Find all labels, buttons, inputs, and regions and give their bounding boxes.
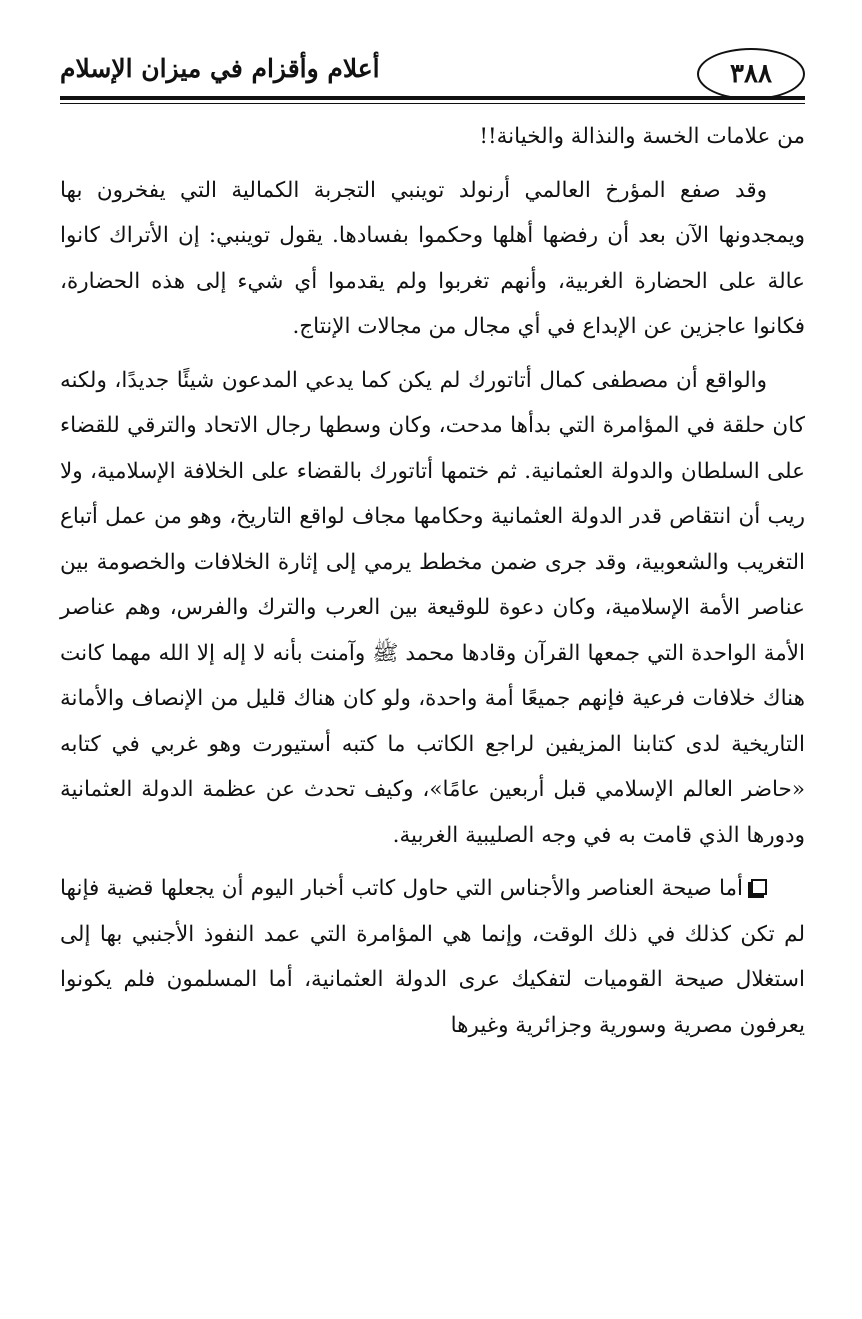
body-text: [60, 114, 805, 1056]
paragraph-continuation: من علامات الخسة والنذالة والخيانة!!: [479, 124, 805, 149]
paragraph-nationalities-text: أما صيحة العناصر والأجناس التي حاول كاتب أخبار اليوم أن يجعلها قضية فإنها لم تكن كذلك في ذلك الوقت، وإنما هي المؤامرة التي عمد النفوذ الأجنبي بها إلى استغلال صيحة القوميات لتفكيك عرى الدولة العثمانية، أما المسلمون فلم يكونوا يعرفون مصرية وسورية وجزائرية وغيرها: [60, 876, 805, 1038]
page-header: [60, 44, 805, 100]
paragraph-ataturk: والواقع أن مصطفى كمال أتاتورك لم يكن كما يدعي المدعون شيئًا جديدًا، ولكنه كان حلقة في المؤامرة التي بدأها مدحت، وكان وسطها رجال الاتحاد والترقي للقضاء على السلطان والدولة العثمانية. ثم ختمها أتاتورك بالقضاء على الخلافة الإسلامية، ولا ريب أن انتقاص قدر الدولة العثمانية وحكامها مجاف لواقع التاريخ، وهو من عمل أتباع التغريب والشعوبية، وقد جرى ضمن مخطط يرمي إلى إثارة الخلافات والخصومة بين عناصر الأمة الإسلامية، وكان دعوة للوقيعة بين العرب والترك والفرس، وهم عناصر الأمة الواحدة التي جمعها القرآن وقادها محمد ﷺ وآمنت بأنه لا إله إلا الله مهما كانت هناك خلافات فرعية فإنهم جميعًا أمة واحدة، ولو كان هناك قليل من الإنصاف والأمانة التاريخية لدى كتابنا المزيفين لراجع الكاتب ما كتبه أستيورت وهو غربي في كتابه «حاضر العالم الإسلامي قبل أربعين عامًا»، وكيف تحدث عن عظمة الدولة العثمانية ودورها الذي قامت به في وجه الصليبية الغربية.: [60, 367, 806, 848]
header-rule-thick: [60, 96, 805, 100]
running-title: أعلام وأقزام في ميزان الإسلام: [60, 54, 380, 83]
box-bullet-icon: [751, 879, 767, 895]
header-rule-thin: [60, 103, 805, 104]
paragraph-toynbee: وقد صفع المؤرخ العالمي أرنولد توينبي التجربة الكمالية التي يفخرون بها ويمجدونها الآن بعد أن رفضها أهلها وحكموا بفسادها. يقول توينبي: إن الأتراك كانوا عالة على الحضارة الغربية، وأنهم تغربوا ولم يقدموا أي شيء إلى هذه الحضارة، فكانوا عاجزين عن الإبداع في أي مجال من مجالات الإنتاج.: [60, 177, 805, 339]
paragraph-nationalities: [60, 866, 805, 1048]
page-number: ٣٨٨: [697, 48, 805, 100]
